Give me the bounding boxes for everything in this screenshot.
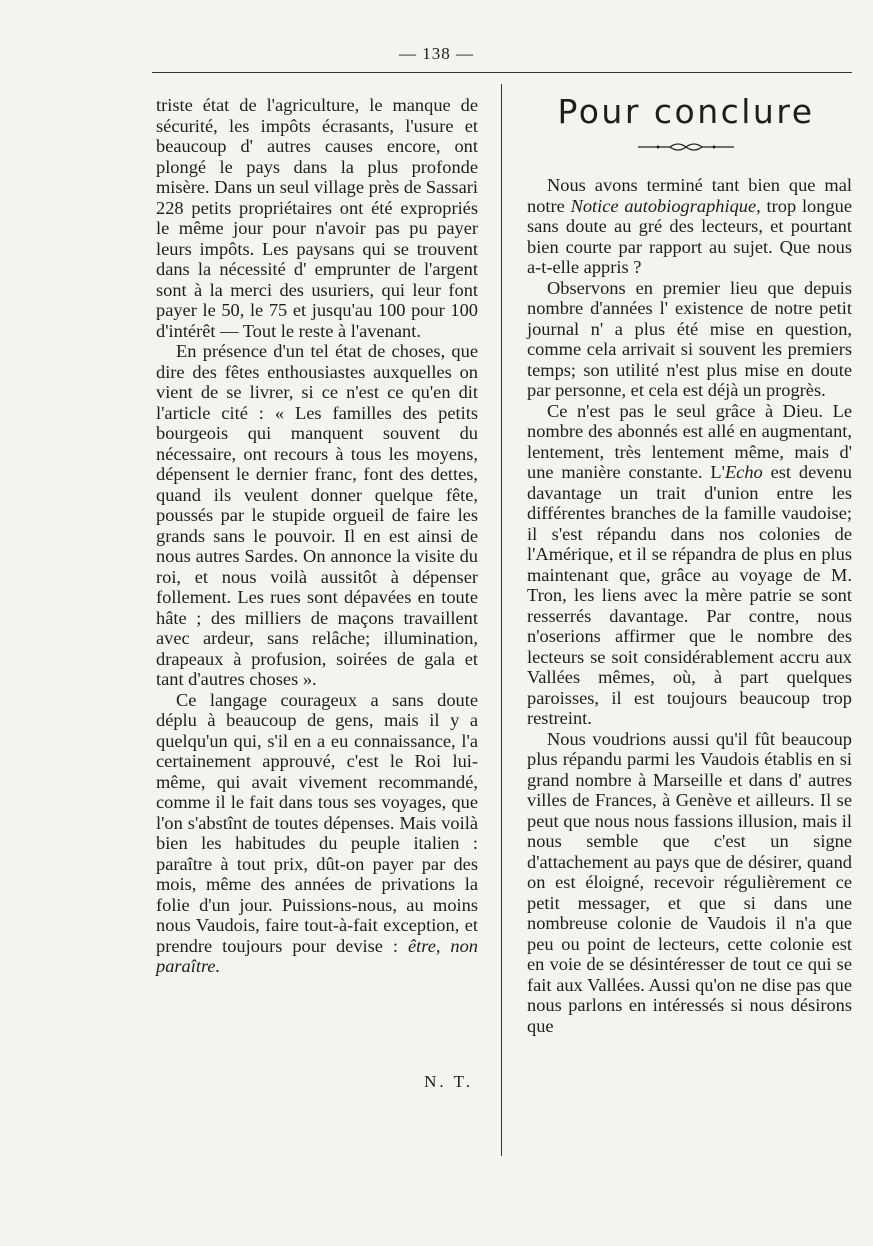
header-rule [152, 72, 852, 73]
left-paragraph-3 [156, 690, 478, 977]
ornament-divider [636, 140, 736, 154]
right-paragraph-4: Nous voudrions aussi qu'il fût beaucoup plus répandu parmi les Vaudois établis en si grand nombre à Marseille et dans d' autres villes de Frances, à Genève et ailleurs. Il se peut que nous nous fassions illusion, mais il nous semble que c'est un signe d'attachement au pays que de désirer, quand on est éloigné, recevoir régulièrement ce petit messager, et que si dans une nombreuse colonie de Vaudois il n'a que peu ou point de lecteurs, cette colonie est en voie de se désintéresser de tout ce qui se fait aux Vallées. Aussi qu'on ne dise pas que nous parlons en intéressés si nous désirons que [527, 728, 852, 1036]
right-paragraph-1-end: trop longue sans doute au gré des lecteurs, et pourtant bien courte par rapport au sujet. Que nous a-t-elle appris ? [527, 195, 852, 277]
page-number: — 138 — [399, 44, 474, 63]
left-paragraph-1: triste état de l'agriculture, le manque de sécurité, les impôts écrasants, l'usure et beaucoup d' autres causes encore, ont plongé le pays dans la plus profonde misère. Dans un seul village près de Sassari 228 petits propriétaires ont été expropriés le même jour pour n'avoir pas pu payer leurs impôts. Les paysans qui se trouvent dans la nécessité d' emprunter de l'argent sont à la merci des usuriers, qui leur font payer le 50, le 75 et jusqu'au 100 pour 100 d'intérêt — Tout le reste à l'avenant. [156, 95, 478, 341]
right-paragraph-1-start: Nous avons terminé tant bien que mal notre [527, 175, 852, 216]
left-paragraph-3-text: Ce langage courageux a sans doute déplu à beaucoup de gens, mais il y a quelqu'un qui, s'il en a eu connaissance, l'a certainement approuvé, c'est le Roi lui-même, qui avait vivement recommandé, comme il le fait dans tous ses voyages, que l'on s'abstînt de toutes dépenses. Mais voilà bien les habitudes du peuple italien : paraître à tout prix, dût-on payer par des mois, même des années de privations la folie d'un jour. Puissions-nous, au moins nous Vaudois, faire tout-à-fait exception, et prendre toujours pour devise : [156, 689, 478, 956]
journal-name: Echo [724, 462, 763, 482]
author-signature: N. T. [424, 1072, 473, 1091]
motto: être, non paraître. [156, 935, 478, 976]
right-paragraph-3-end: est devenu davantage un trait d'union entre les différentes branches de la famille vaudoise; il s'est répandu dans nos colonies de l'Amérique, et il se répandra de plus en plus maintenant que, grâce au voyage de M. Tron, les liens avec la mère patrie se sont resserrés davantage. Par contre, nous n'oserions affirmer que le nombre des lecteurs se soit considérablement accru aux Vallées mêmes, où, à part quelques paroisses, il est toujours beaucoup trop restreint. [527, 462, 852, 728]
article-heading: Pour conclure [557, 92, 815, 131]
right-paragraph-3-start: Ce n'est pas le seul grâce à Dieu. Le nombre des abonnés est allé en augmentant, lentement, très lentement même, mais d' une manière constante. L' [527, 400, 852, 482]
left-column [156, 95, 478, 977]
column-divider [501, 84, 502, 1156]
left-paragraph-2: En présence d'un tel état de choses, que dire des fêtes enthousiastes auxquelles on vient de se livrer, si ce n'est ce qu'en dit l'article cité : « Les familles des petits bourgeois qui manquent souvent du nécessaire, ont recours à tous les moyens, dépensent le dernier franc, font des dettes, quand ils veulent donner quelque fête, poussés par le stupide orgueil de faire les grands sans le pouvoir. Il en est ainsi de nous autres Sardes. On annonce la visite du roi, et nous voilà aussitôt à dépenser follement. Les rues sont dépavées en toute hâte ; des milliers de maçons travaillent avec ardeur, sans relâche; illumination, drapeaux à profusion, soirées de gala et tant d'autres choses ». [156, 341, 478, 689]
right-paragraph-2: Observons en premier lieu que depuis nombre d'années l' existence de notre petit journal n' a plus été mise en question, comme cela arrivait si souvent les premiers temps; son utilité n'est plus mise en doute par personne, et cela est déjà un progrès. [527, 277, 852, 400]
right-column [527, 175, 852, 1036]
notice-title: Notice autobiographique, [570, 195, 761, 216]
right-paragraph-1 [527, 175, 852, 278]
right-paragraph-3 [527, 401, 852, 729]
